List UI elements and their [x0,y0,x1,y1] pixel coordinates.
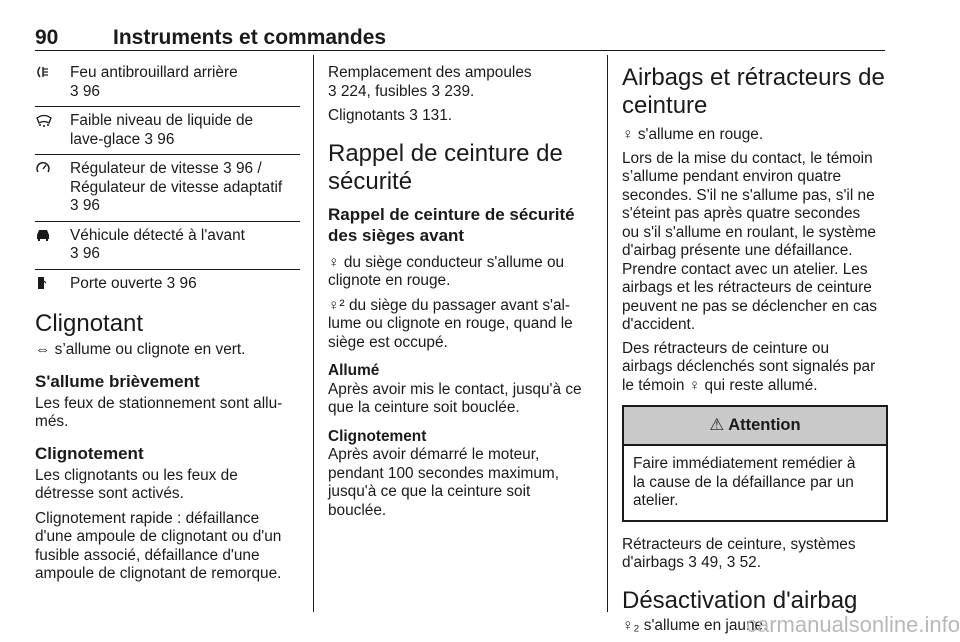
body-text: ♀ du siège conducteur s'allume ou clignote en rouge. [328,253,565,289]
door-open-icon [35,275,70,297]
column-left [35,64,300,584]
page-number: 90 [35,26,59,49]
body-text: Après avoir démarré le moteur, pendant 100 secondes maximum, jusqu'à ce que la ceinture soit bouclée. [328,446,559,519]
sub-heading: Clignotement [328,427,427,445]
vehicle-ahead-icon [35,227,70,264]
body-text: ⇔ s’allume ou clignote en vert. [35,341,246,358]
sub-heading: Allumé [328,362,380,379]
washer-fluid-icon [35,112,70,149]
divider [35,106,300,107]
list-item: Véhicule détecté à l'avant 3 96 [35,227,300,264]
sub-heading: Clignotement [35,443,144,463]
body-text: Les clignotants ou les feux de détresse sont activés. [35,466,238,502]
divider [35,221,300,222]
watermark: carmanualsonline.info [745,612,960,637]
attention-text: Faire immédiatement remédier à la cause de la défaillance par un atelier. [633,455,856,509]
body-text: Clignotants 3 131. [328,107,453,124]
section-heading: Désactivation d'airbag [622,586,858,614]
list-item: Porte ouverte 3 96 [35,275,300,297]
list-item: Régulateur de vitesse 3 96 / Régulateur de vitesse adaptatif 3 96 [35,160,300,216]
page-header [35,26,885,56]
body-text: Remplacement des ampoules 3 224, fusibles 3 239. [328,64,532,100]
warning-icon: ⚠ [709,416,725,434]
rear-fog-icon [35,64,70,101]
attention-box [622,405,888,522]
body-text: Rétracteurs de ceinture, systèmes d'airbags 3 49, 3 52. [622,535,856,571]
body-text: ♀² du siège du passager avant s'al- lume ou clignote en rouge, quand le siège est occupé. [328,296,573,351]
column-right [622,64,888,635]
body-text: ♀₂ s'allume en jaune. [622,616,768,634]
divider [35,269,300,270]
attention-header: ⚠ Attention [624,407,886,446]
cruise-control-icon [35,160,70,216]
list-item: Feu antibrouillard arrière 3 96 [35,64,300,101]
section-heading: Clignotant [35,310,144,337]
column-divider-2 [607,55,608,612]
column-divider-1 [313,55,314,612]
body-text: Lors de la mise du contact, le témoin s’allume pendant environ quatre secondes. S'il ne s'allume pas, s'il ne s'éteint pas après quatre secondes ou s'il s'allume en roulant, le système d'airbag présente une défaillance. Prendre contact avec un atelier. Les airbags et les rétracteurs de ceinture peuvent ne pas se déclencher en cas d'accident. [622,149,877,333]
body-text: Les feux de stationnement sont allu- més. [35,394,283,430]
sub-heading: S'allume brièvement [35,371,200,391]
list-item: Faible niveau de liquide de lave-glace 3 96 [35,112,300,149]
chapter-title: Instruments et commandes [113,26,387,49]
column-middle [328,64,593,520]
section-heading: Rappel de ceinture de sécurité [328,139,563,195]
body-text: Clignotement rapide : défaillance d'une ampoule de clignotant ou d'un fusible associé, défaillance d'une ampoule de clignotant de remorque. [35,509,282,582]
page-ref[interactable]: 3 96 [70,82,100,100]
sub-heading: Rappel de ceinture de sécurité des sièges avant [328,204,575,245]
divider [35,154,300,155]
body-text: ♀ s'allume en rouge. [622,126,764,143]
header-divider [35,50,885,51]
body-text: Après avoir mis le contact, jusqu'à ce que la ceinture soit bouclée. [328,380,582,416]
body-text: Des rétracteurs de ceinture ou airbags déclenchés sont signalés par le témoin ♀ qui reste allumé. [622,339,876,394]
section-heading: Airbags et rétracteurs de ceinture [622,64,885,119]
